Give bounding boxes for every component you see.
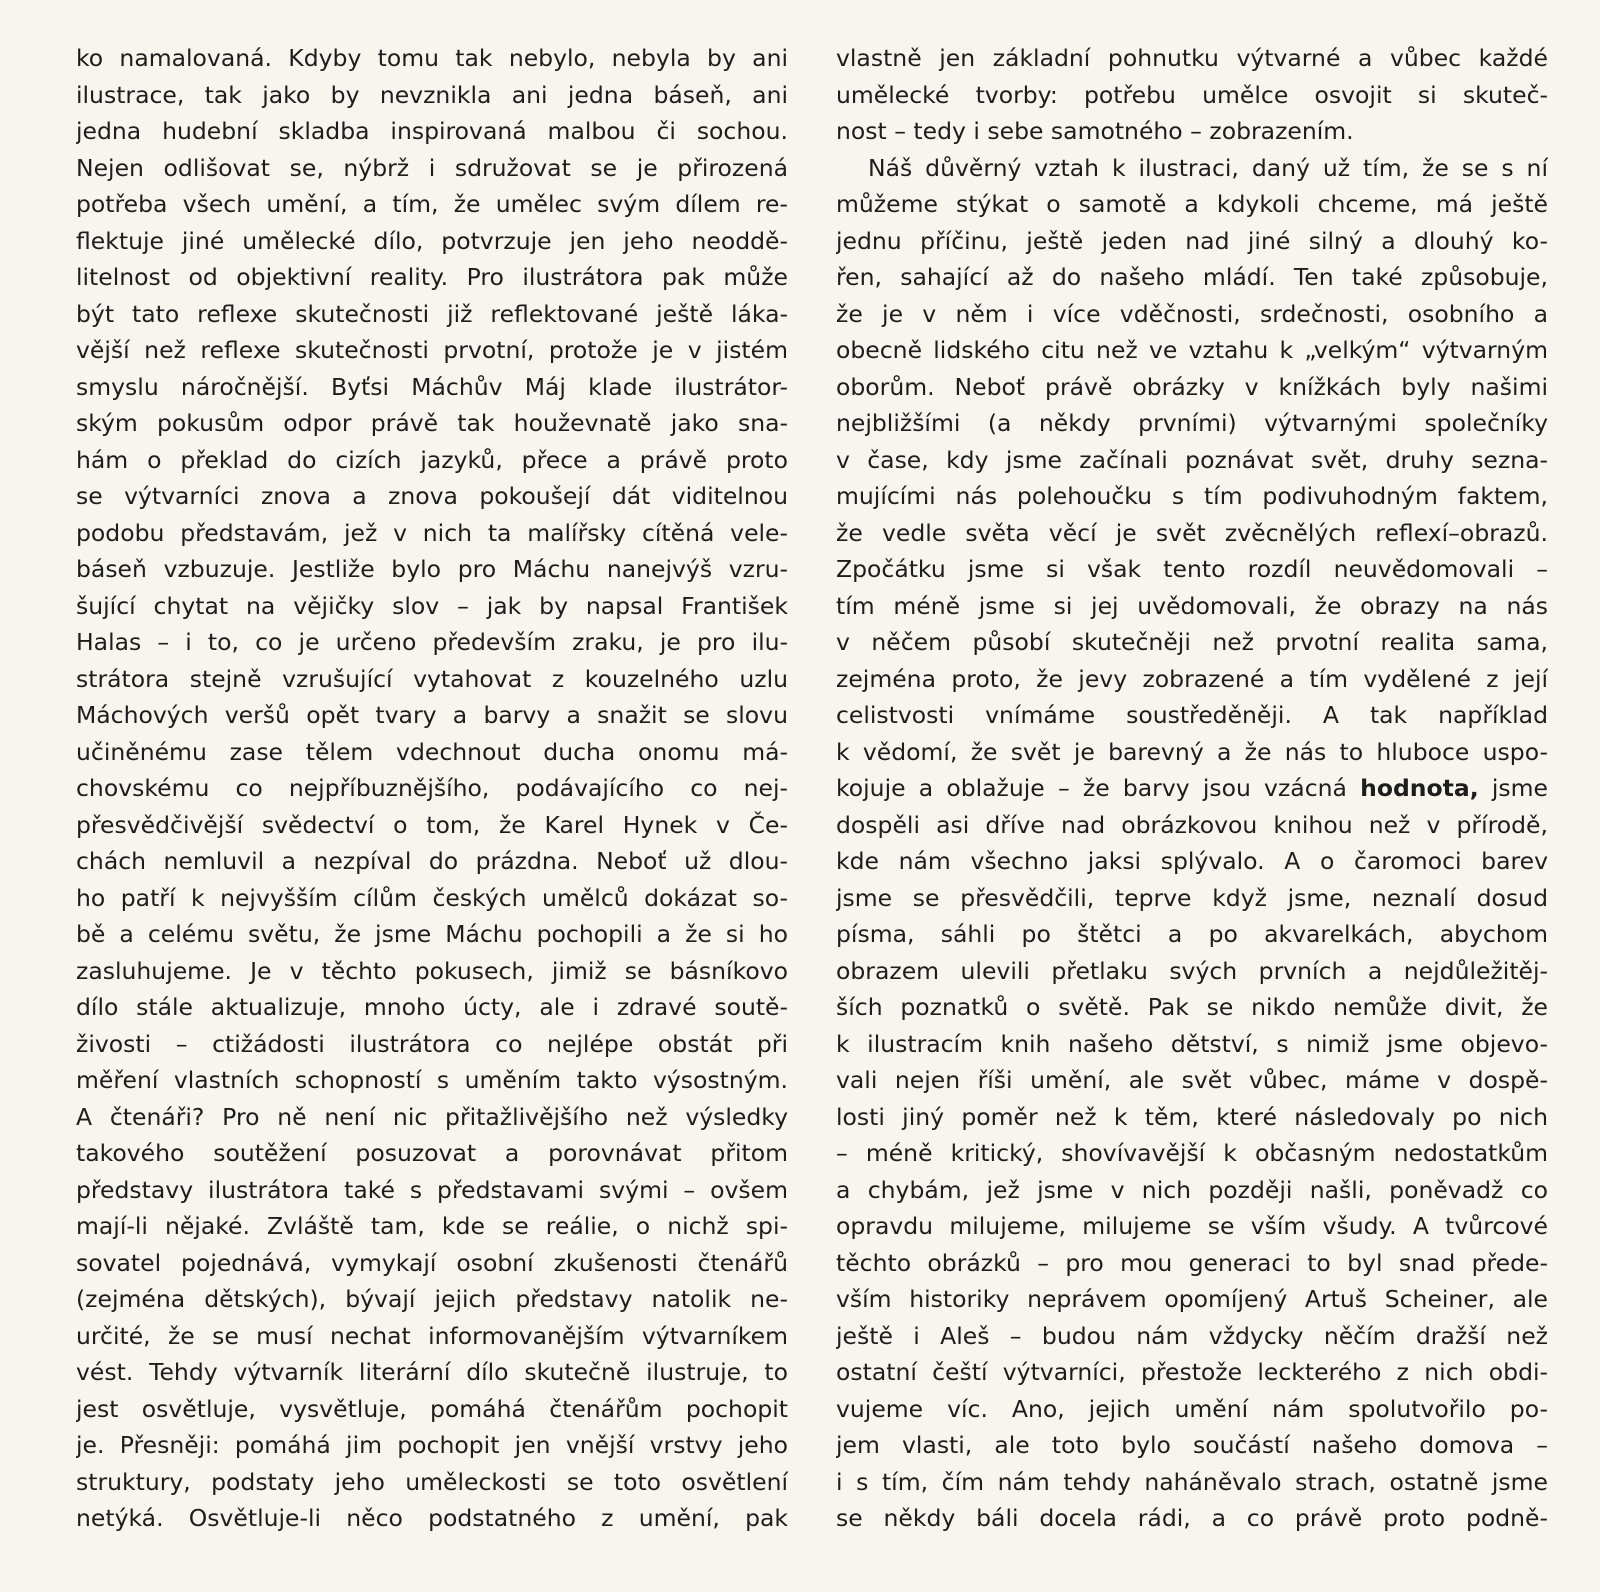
text-line: ským pokusům odpor právě tak houževnatě jako sna- [76,409,788,437]
text-line: chách nemluvil a nezpíval do prázdna. Neboť už dlou- [76,847,788,875]
text-line: jest osvětluje, vysvětluje, pomáhá čtenářům pochopit [76,1394,788,1423]
text-line: báseň vzbuzuje. Jestliže bylo pro Máchu nanejvýš vzru- [76,555,788,583]
text-segment: kojuje a oblažuje – že barvy jsou vzácná [836,774,1361,802]
text-line: k vědomí, že svět je barevný a že nás to hluboce uspo- [836,737,1548,766]
text-line: takového soutěžení posuzovat a porovnávat přitom [76,1139,788,1167]
text-line: flektuje jiné umělecké dílo, potvrzuje jen jeho neoddě- [76,226,788,255]
text-line: učiněnému zase tělem vdechnout ducha onomu má- [76,737,788,766]
text-line: být tato reflexe skutečnosti již reflektované ještě láka- [76,299,788,328]
text-line: zasluhujeme. Je v těchto pokusech, jimiž se básníkovo [76,956,788,985]
text-line: Halas – i to, co je určeno především zraku, je pro ilu- [76,628,788,656]
left-text-column [76,40,788,1537]
text-line: nost – tedy i sebe samotného – zobrazením. [836,117,1354,145]
text-line: chovskému co nejpříbuznějšího, podávajícího co nej- [76,774,788,802]
bold-word-hodnota: hodnota, [1360,774,1479,802]
text-line: ších poznatků o světě. Pak se nikdo nemůže divit, že [836,993,1548,1021]
text-line: že je v něm i více vděčnosti, srdečnosti, osobního a [836,299,1548,328]
text-line: písma, sáhli po štětci a po akvarelkách, abychom [836,920,1548,948]
text-line: mají-li nějaké. Zvláště tam, kde se reálie, o nichž spi- [76,1212,788,1240]
text-line: ještě i Aleš – budou nám vždycky něčím dražší než [836,1321,1548,1350]
text-line: Máchových veršů opět tvary a barvy a snažit se slovu [76,701,788,729]
text-line: A čtenáři? Pro ně není nic přitažlivějšího než výsledky [76,1102,788,1131]
text-line: losti jiný poměr než k těm, které následovaly po nich [836,1102,1548,1131]
text-line: můžeme stýkat o samotě a kdykoli chceme, má ještě [836,190,1548,218]
text-line: obecně lidského citu než ve vztahu k „velkým“ výtvarným [836,336,1548,364]
text-line: vést. Tehdy výtvarník literární dílo skutečně ilustruje, to [76,1358,788,1386]
text-line: ilustrace, tak jako by nevznikla ani jedna báseň, ani [76,80,788,109]
paragraph-continuation [836,40,1548,150]
text-line: nejbližšími (a někdy prvními) výtvarnými společníky [836,409,1548,437]
paragraph-illustration-childhood-cont [836,807,1548,1537]
text-line: Náš důvěrný vztah k ilustraci, daný už tím, že se s ní [868,153,1548,182]
text-line: ko namalovaná. Kdyby tomu tak nebylo, nebyla by ani [76,44,788,72]
text-line: potřeba všech umění, a tím, že umělec svým dílem re- [76,190,788,218]
text-line: umělecké tvorby: potřebu umělce osvojit si skuteč- [836,80,1548,109]
text-line: měření vlastních schopností s uměním takto výsostným. [76,1066,788,1094]
text-line: se výtvarníci znova a znova pokoušejí dát viditelnou [76,482,788,510]
right-text-column [836,40,1548,1537]
text-line: netýká. Osvětluje-li něco podstatného z umění, pak [76,1504,788,1532]
text-line: litelnost od objektivní reality. Pro ilustrátora pak může [76,263,788,291]
text-line: kde nám všechno jaksi splývalo. A o čaromoci barev [836,847,1548,875]
text-line: oborům. Neboť právě obrázky v knížkách byly našimi [836,372,1548,401]
text-line: smyslu náročnější. Byťsi Máchův Máj klade ilustrátor- [76,372,788,401]
text-line: dospěli asi dříve nad obrázkovou knihou než v přírodě, [836,810,1548,839]
text-line: celistvosti vnímáme soustředěněji. A tak například [836,701,1548,729]
text-line: jsme se přesvědčili, teprve když jsme, neznalí dosud [836,883,1548,912]
text-line: řen, sahající až do našeho mládí. Ten také způsobuje, [836,263,1548,291]
text-line: je. Přesněji: pomáhá jim pochopit jen vnější vrstvy jeho [76,1431,788,1459]
text-line: dílo stále aktualizuje, mnoho úcty, ale i zdravé soutě- [76,993,788,1021]
text-line: že vedle světa věcí je svět zvěcnělých reflexí–obrazů. [836,518,1548,547]
text-line: podobu představám, jež v nich ta malířsky cítěná vele- [76,518,788,547]
text-line: – méně kritický, shovívavější k občasným nedostatkům [836,1139,1548,1167]
text-line: ho patří k nejvyšším cílům českých umělců dokázat so- [76,883,788,912]
text-line: i s tím, čím nám tehdy naháněvalo strach, ostatně jsme [836,1467,1548,1496]
text-line: opravdu milujeme, milujeme se vším všudy. A tvůrcové [836,1212,1548,1240]
text-line: šující chytat na vějičky slov – jak by napsal František [76,591,788,620]
text-line: k ilustracím knih našeho dětství, s nimiž jsme objevo- [836,1029,1548,1058]
text-line: struktury, podstaty jeho uměleckosti se toto osvětlení [76,1467,788,1496]
text-line: sovatel pojednává, vymykají osobní zkušenosti čtenářů [76,1248,788,1277]
text-line: Zpočátku jsme si však tento rozdíl neuvědomovali – [836,555,1548,583]
text-line: určité, že se musí nechat informovanějším výtvarníkem [76,1321,788,1350]
text-line: jedna hudební skladba inspirovaná malbou či sochou. [76,117,788,145]
text-line: zejména proto, že jevy zobrazené a tím vydělené z její [836,664,1548,693]
paragraph-illustration-childhood [836,150,1548,771]
text-line: vujeme víc. Ano, jejich umění nám spolutvořilo po- [836,1394,1548,1423]
text-line: v něčem působí skutečněji než prvotní realita sama, [836,628,1548,656]
text-line: vější než reflexe skutečnosti prvotní, protože je v jistém [76,336,788,364]
text-line: mujícími nás polehoučku s tím podivuhodným faktem, [836,482,1548,510]
text-line: bě a celému světu, že jsme Máchu pochopili a že si ho [76,920,788,948]
text-line: vším historiky neprávem opomíjený Artuš Scheiner, ale [836,1285,1548,1313]
text-segment: jsme [1478,774,1548,802]
text-line: vlastně jen základní pohnutku výtvarné a vůbec každé [836,44,1548,72]
text-line: Nejen odlišovat se, nýbrž i sdružovat se je přirozená [76,153,788,182]
text-line: a chybám, jež jsme v nich později našli, poněvadž co [836,1175,1548,1204]
text-line: se někdy báli docela rádi, a co právě proto podně- [836,1504,1548,1532]
text-line: přesvědčivější svědectví o tom, že Karel Hynek v Če- [76,810,788,839]
text-line: jem vlasti, ale toto bylo součástí našeho domova – [836,1431,1548,1459]
text-line: představy ilustrátora také s představami svými – ovšem [76,1175,788,1204]
text-line: ostatní čeští výtvarníci, přestože leckterého z nich obdi- [836,1358,1548,1386]
text-line: v čase, kdy jsme začínali poznávat svět, druhy sezna- [836,445,1548,474]
text-line: těchto obrázků – pro mou generaci to byl snad přede- [836,1248,1548,1277]
text-line: jednu příčinu, ještě jeden nad jiné silný a dlouhý ko- [836,226,1548,255]
text-line: vali nejen říši umění, ale svět vůbec, máme v dospě- [836,1066,1548,1094]
text-line: strátora stejně vzrušující vytahovat z kouzelného uzlu [76,664,788,693]
text-line: živosti – ctižádosti ilustrátora co nejlépe obstát při [76,1029,788,1058]
text-line: (zejména dětských), bývají jejich představy natolik ne- [76,1285,788,1313]
text-line: hám o překlad do cizích jazyků, přece a právě proto [76,445,788,474]
text-line-with-bold [836,770,1548,807]
text-line: obrazem ulevili přetlaku svých prvních a nejdůležitěj- [836,956,1548,985]
text-line: tím méně jsme si jej uvědomovali, že obrazy na nás [836,591,1548,620]
